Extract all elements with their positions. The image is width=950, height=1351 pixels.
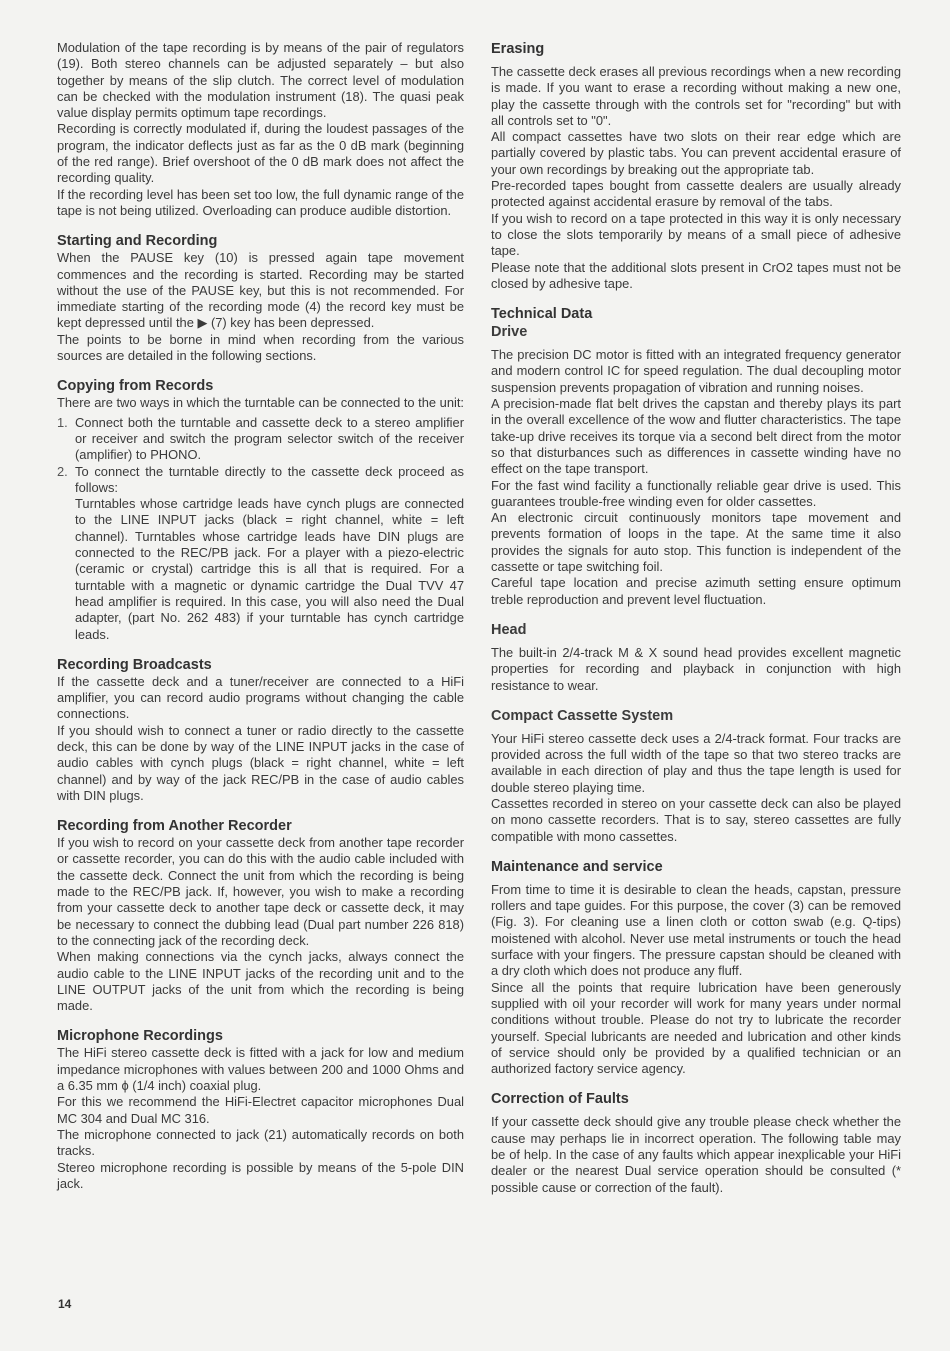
subheading-compact-cassette: Compact Cassette System [491, 707, 674, 724]
section-heading-faults: Correction of Faults [491, 1091, 629, 1108]
section-heading-maintenance: Maintenance and service [491, 858, 663, 875]
paragraph: Stereo microphone recording is possible by means of the 5-pole DIN jack. [57, 1159, 464, 1191]
paragraph: From time to time it is desirable to clean the heads, capstan, pressure rollers and tape guides. For this purpose, the cover (3) can be removed (Fig. 3). For cleaning use a linen cloth or cotton swab (e.g. Q-tips) moistened with alcohol. Never use metal instruments or touch the head surface with your fingers. The pressure capstan should be cleaned with a dry cloth which does not produce any fluff. [491, 881, 901, 979]
paragraph: If you wish to record on a tape protected in this way it is only necessary to close the slots temporarily by means of a small piece of adhesive tape. [491, 210, 901, 259]
list-item-text: To connect the turntable directly to the cassette deck proceed as follows: [75, 463, 464, 495]
section-heading-broadcasts: Recording Broadcasts [57, 656, 212, 673]
paragraph: If your cassette deck should give any trouble please check whether the cause may perhaps lie in incorrect operation. The following table may be of help. In the case of any faults which appear inexplicable your HiFi dealer or the nearest Dual service operation should be consulted (* possible cause or correction of the fault). [491, 1114, 901, 1195]
paragraph: An electronic circuit continuously monitors tape movement and prevents formation of loops in the tape. At the same time it also provides the signals for auto stop. This function is independent of the cassette or tape switching foil. [491, 510, 901, 575]
list-number: 2. [57, 463, 68, 479]
paragraph: For this we recommend the HiFi-Electret capacitor microphones Dual MC 304 and Dual MC 316. [57, 1094, 464, 1126]
numbered-list [57, 415, 464, 496]
paragraph: There are two ways in which the turntable can be connected to the unit: [57, 395, 465, 411]
paragraph: The precision DC motor is fitted with an integrated frequency generator and modern control IC for speed regulation. The dual decoupling motor suspension prevents propagation of vibration and running noises. [491, 347, 901, 395]
paragraph: If you should wish to connect a tuner or radio directly to the cassette deck, this can be done by way of the LINE INPUT jacks in the case of audio cables with cynch plugs (black = right channel, white = left channel) and by way of the jack REC/PB in the case of audio cables with DIN plugs. [57, 722, 464, 803]
list-number: 1. [57, 414, 68, 430]
paragraph: Careful tape location and precise azimuth setting ensure optimum treble reproduction and prevent level fluctuation. [491, 575, 901, 607]
paragraph: Please note that the additional slots present in CrO2 tapes must not be closed by adhesive tape. [491, 259, 901, 291]
section-heading-microphone: Microphone Recordings [57, 1028, 223, 1045]
paragraph: The built-in 2/4-track M & X sound head provides excellent magnetic properties for recording and playback in conjunction with high resistance to wear. [491, 644, 901, 693]
list-item-text: Connect both the turntable and cassette deck to a stereo amplifier or receiver and switch the program selector switch of the receiver (amplifier) to PHONO. [75, 414, 464, 463]
paragraph: Cassettes recorded in stereo on your cassette deck can also be played on mono cassette recorders. That is to say, stereo cassettes are fully compatible with mono cassettes. [491, 795, 901, 844]
paragraph: Since all the points that require lubrication have been generously supplied with oil your recorder will work for many years under normal conditions without trouble. Please do not try to lubricate the recorder yourself. Special lubricants are needed and lubrication and other kinds of service should only be provided by a qualified technician or an authorized factory service agency. [491, 979, 901, 1077]
section-heading-starting: Starting and Recording [57, 233, 218, 250]
list-item [57, 464, 464, 497]
paragraph: For the fast wind facility a functionally reliable gear drive is used. This guarantees trouble-free winding even for older cassettes. [491, 477, 901, 509]
paragraph: The points to be borne in mind when recording from the various sources are detailed in the following sections. [57, 331, 464, 364]
right-column [491, 40, 901, 1196]
paragraph: Your HiFi stereo cassette deck uses a 2/4-track format. Four tracks are provided across the full width of the tape so that two stereo tracks are available in each direction of play and thus the tape length is used for double stereo playing time. [491, 730, 901, 795]
paragraph: The microphone connected to jack (21) automatically records on both tracks. [57, 1126, 464, 1159]
section-heading-another-recorder: Recording from Another Recorder [57, 818, 292, 835]
paragraph: Turntables whose cartridge leads have cynch plugs are connected to the LINE INPUT jacks (black = right channel, white = left channel). Turntables whose cartridge leads have DIN plugs are connected to the REC/PB jack. For a player with a piezo-electric (ceramic or crystal) cartridge this is all that is required. For a turntable with a magnetic or dynamic cartridge the Dual TVV 47 head amplifier is required. In this case, you will also need the Dual adapter, (part No. 262 483) if your turntable has cynch cartridge leads. [75, 496, 464, 642]
paragraph: When making connections via the cynch jacks, always connect the audio cable to the LINE INPUT jacks of the recording unit and to the LINE OUTPUT jacks of the unit from which the recording is being made. [57, 949, 464, 1014]
paragraph: Modulation of the tape recording is by means of the pair of regulators (19). Both stereo channels can be adjusted separately – but also together by means of the slip clutch. The correct level of modulation can be checked with the modulation instrument (18). The quasi peak value display permits optimum tape recordings. [57, 40, 464, 121]
section-heading-erasing: Erasing [491, 41, 545, 57]
left-column [57, 40, 464, 1192]
paragraph: If the cassette deck and a tuner/receiver are connected to a HiFi amplifier, you can record audio programs without changing the cable connections. [57, 673, 464, 722]
paragraph: All compact cassettes have two slots on their rear edge which are partially covered by plastic tabs. You can prevent accidental erasure of your own recordings by breaking out the appropriate tab. [491, 129, 901, 177]
paragraph: The HiFi stereo cassette deck is fitted with a jack for low and medium impedance microphones with values between 200 and 1000 Ohms and a 6.35 mm ϕ (1/4 inch) coaxial plug. [57, 1045, 464, 1094]
paragraph: If you wish to record on your cassette deck from another tape recorder or cassette recorder, you can do this with the audio cable included with the cassette deck. Connect the unit from which the recording is being made to the REC/PB jack. If, however, you wish to make a recording from your cassette deck to another tape deck or cassette deck, it may be necessary to connect the dubbing lead (Dual part number 226 818) to the connecting jack of the recording deck. [57, 835, 464, 948]
paragraph: If the recording level has been set too low, the full dynamic range of the tape is not being utilized. Overloading can produce audible distortion. [57, 186, 464, 218]
section-heading-technical-data: Technical Data [491, 306, 593, 323]
paragraph: When the PAUSE key (10) is pressed again tape movement commences and the recording is started. Recording may be started without the use of the PAUSE key, but this is not recommended. For immediate starting of the recording mode (4) the record key must be kept depressed until the ▶ (7) key has been depressed. [57, 250, 464, 331]
paragraph: Pre-recorded tapes bought from cassette dealers are usually already protected against accidental erasure by removal of the tabs. [491, 178, 901, 210]
page-number: 14 [58, 1297, 72, 1311]
list-item [57, 415, 464, 464]
paragraph: The cassette deck erases all previous recordings when a new recording is made. If you want to erase a recording without making a new one, play the cassette through with the controls set for "recording" but with all controls set to "0". [491, 64, 901, 128]
paragraph: A precision-made flat belt drives the capstan and thereby plays its part in the overall excellence of the wow and flutter characteristics. The tape take-up drive receives its torque via a second belt direct from the motor so that disturbances such as differences in cassette winding have no effect on the tape transport. [491, 396, 901, 477]
section-heading-copying: Copying from Records [57, 378, 214, 395]
paragraph: Recording is correctly modulated if, during the loudest passages of the program, the indicator deflects just as far as the 0 dB mark (beginning of the red range). Brief overshoot of the 0 dB mark does not affect the recording quality. [57, 121, 464, 186]
subheading-head: Head [491, 621, 527, 638]
subheading-drive: Drive [491, 324, 528, 341]
